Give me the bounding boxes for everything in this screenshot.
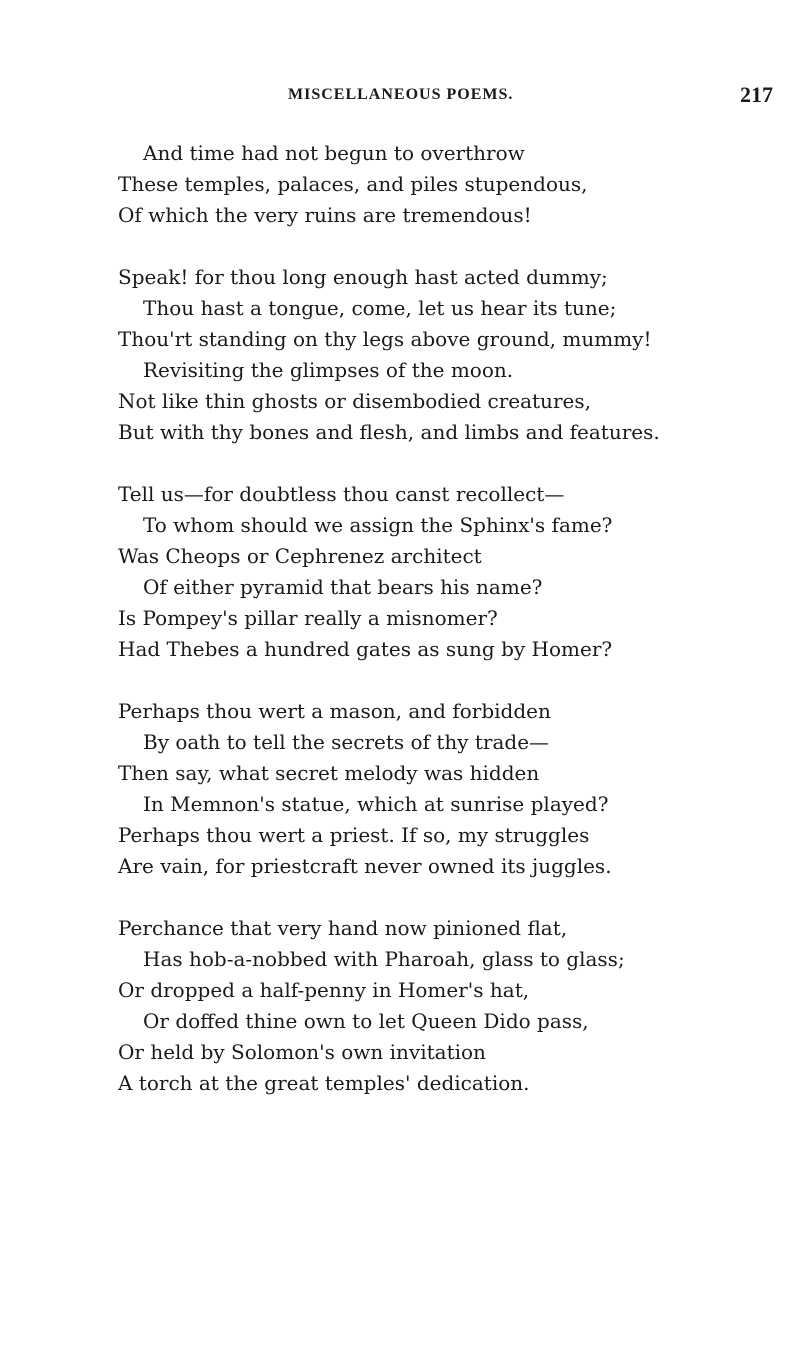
poem-line: Or doffed thine own to let Queen Dido pass,	[143, 1009, 589, 1033]
poem-line: Perhaps thou wert a priest. If so, my struggles	[118, 823, 590, 847]
running-head	[0, 82, 801, 110]
stanza	[0, 479, 801, 665]
poem-line: Then say, what secret melody was hidden	[118, 761, 540, 785]
poem-line: Of either pyramid that bears his name?	[143, 575, 543, 599]
poem-line: Perchance that very hand now pinioned flat,	[118, 916, 568, 940]
poem-body	[0, 138, 801, 1099]
poem-line: Of which the very ruins are tremendous!	[118, 203, 532, 227]
poem-line: Was Cheops or Cephrenez architect	[118, 544, 482, 568]
poem-line: Or held by Solomon's own invitation	[118, 1040, 486, 1064]
poem-line: Thou hast a tongue, come, let us hear its tune;	[143, 296, 617, 320]
poem-line: Tell us—for doubtless thou canst recollect—	[118, 482, 565, 506]
poem-line: In Memnon's statue, which at sunrise played?	[143, 792, 609, 816]
poem-line: Or dropped a half-penny in Homer's hat,	[118, 978, 530, 1002]
poem-line: And time had not begun to overthrow	[143, 141, 525, 165]
stanza	[0, 696, 801, 882]
poem-line: By oath to tell the secrets of thy trade—	[143, 730, 550, 754]
stanza	[0, 262, 801, 448]
poem-line: To whom should we assign the Sphinx's fame?	[143, 513, 613, 537]
poem-line: Is Pompey's pillar really a misnomer?	[118, 606, 498, 630]
running-title: MISCELLANEOUS POEMS.	[288, 86, 514, 103]
poem-line: Speak! for thou long enough hast acted dummy;	[118, 265, 608, 289]
page-number: 217	[740, 82, 773, 107]
poem-line: A torch at the great temples' dedication.	[118, 1071, 530, 1095]
stanza	[0, 913, 801, 1099]
poem-line: These temples, palaces, and piles stupendous,	[118, 172, 588, 196]
poem-line: Had Thebes a hundred gates as sung by Homer?	[118, 637, 613, 661]
poem-line: Has hob-a-nobbed with Pharoah, glass to glass;	[143, 947, 625, 971]
poem-line: Not like thin ghosts or disembodied creatures,	[118, 389, 591, 413]
poem-line: But with thy bones and flesh, and limbs and features.	[118, 420, 660, 444]
poem-line: Are vain, for priestcraft never owned its juggles.	[118, 854, 612, 878]
stanza	[0, 138, 801, 231]
poem-line: Perhaps thou wert a mason, and forbidden	[118, 699, 551, 723]
poem-line: Thou'rt standing on thy legs above ground, mummy!	[118, 327, 652, 351]
poem-line: Revisiting the glimpses of the moon.	[143, 358, 514, 382]
